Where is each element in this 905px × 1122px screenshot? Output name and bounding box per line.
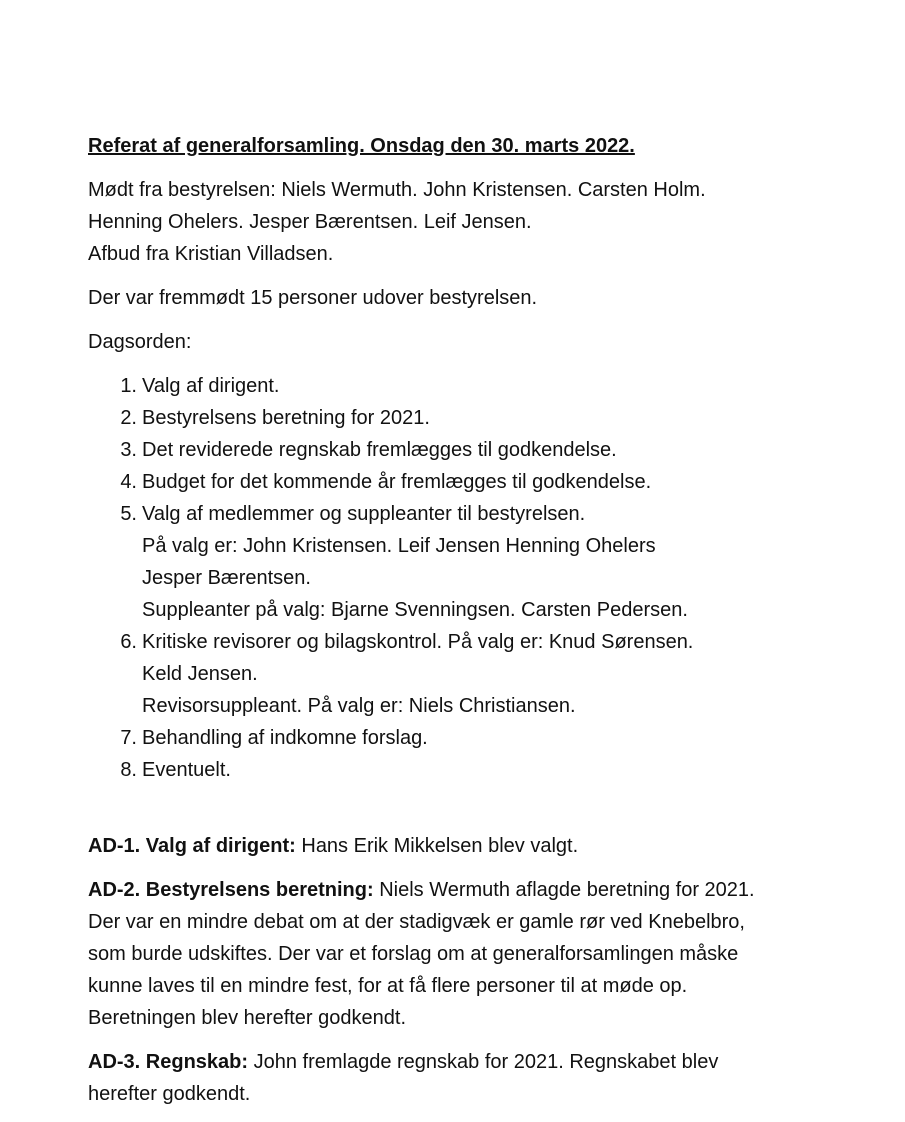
agenda-text: Valg af dirigent. [142,375,280,397]
attendance-line: Mødt fra bestyrelsen: Niels Wermuth. John Kristensen. Carsten Holm. [88,179,706,201]
agenda-item [120,466,868,498]
agenda-number: 1. [120,375,137,397]
agenda-text: Valg af medlemmer og suppleanter til bestyrelsen. [142,503,586,525]
agenda-number: 5. [120,503,137,525]
ad-1-text: Hans Erik Mikkelsen blev valgt. [295,835,579,857]
attendance-line: Afbud fra Kristian Villadsen. [88,243,334,265]
agenda-number: 7. [120,727,137,749]
agenda-text: Eventuelt. [142,759,231,781]
agenda-subline: Revisorsuppleant. På valg er: Niels Christiansen. [142,695,576,717]
agenda-number: 2. [120,407,137,429]
agenda-text: Kritiske revisorer og bilagskontrol. På valg er: Knud Sørensen. [142,631,694,653]
ad-3-label: AD-3. Regnskab: [88,1051,249,1073]
agenda-heading: Dagsorden: [88,331,192,353]
section-spacer [88,786,868,830]
ad-2-line: som burde udskiftes. Der var et forslag om at generalforsamlingen måske [88,943,739,965]
document-content [88,130,868,1122]
agenda-number: 4. [120,471,137,493]
ad-3-line: herefter godkendt. [88,1083,251,1105]
agenda-item [120,434,868,466]
attendance-line: Henning Ohelers. Jesper Bærentsen. Leif Jensen. [88,211,532,233]
ad-2-paragraph [88,874,868,1034]
ad-2-text: Niels Wermuth aflagde beretning for 2021. [373,879,755,901]
agenda-item [120,402,868,434]
agenda-item [120,370,868,402]
agenda-number: 3. [120,439,137,461]
agenda-list [88,370,868,786]
agenda-text: Behandling af indkomne forslag. [142,727,428,749]
ad-2-label: AD-2. Bestyrelsens beretning: [88,879,374,901]
agenda-number: 6. [120,631,137,653]
agenda-item [120,722,868,754]
agenda-text: Bestyrelsens beretning for 2021. [142,407,430,429]
agenda-subline: Keld Jensen. [142,663,258,685]
ad-2-line: Der var en mindre debat om at der stadigvæk er gamle rør ved Knebelbro, [88,911,745,933]
agenda-subline: Jesper Bærentsen. [142,567,311,589]
agenda-item [120,626,868,722]
ad-1-label: AD-1. Valg af dirigent: [88,835,296,857]
attendance-paragraph [88,174,868,270]
ad-1-paragraph [88,830,868,862]
document-title: Referat af generalforsamling. Onsdag den 30. marts 2022. [88,135,635,157]
agenda-text: Budget for det kommende år fremlægges til godkendelse. [142,471,652,493]
ad-3-text: John fremlagde regnskab for 2021. Regnskabet blev [248,1051,719,1073]
ad-3-paragraph [88,1046,868,1110]
agenda-number: 8. [120,759,137,781]
agenda-subline: På valg er: John Kristensen. Leif Jensen Henning Ohelers [142,535,656,557]
ad-2-line: kunne laves til en mindre fest, for at få flere personer til at møde op. [88,975,688,997]
agenda-item [120,498,868,626]
present-paragraph: Der var fremmødt 15 personer udover bestyrelsen. [88,287,538,309]
ad-2-line: Beretningen blev herefter godkendt. [88,1007,406,1029]
agenda-item [120,754,868,786]
agenda-subline: Suppleanter på valg: Bjarne Svenningsen. Carsten Pedersen. [142,599,688,621]
agenda-text: Det reviderede regnskab fremlægges til godkendelse. [142,439,617,461]
